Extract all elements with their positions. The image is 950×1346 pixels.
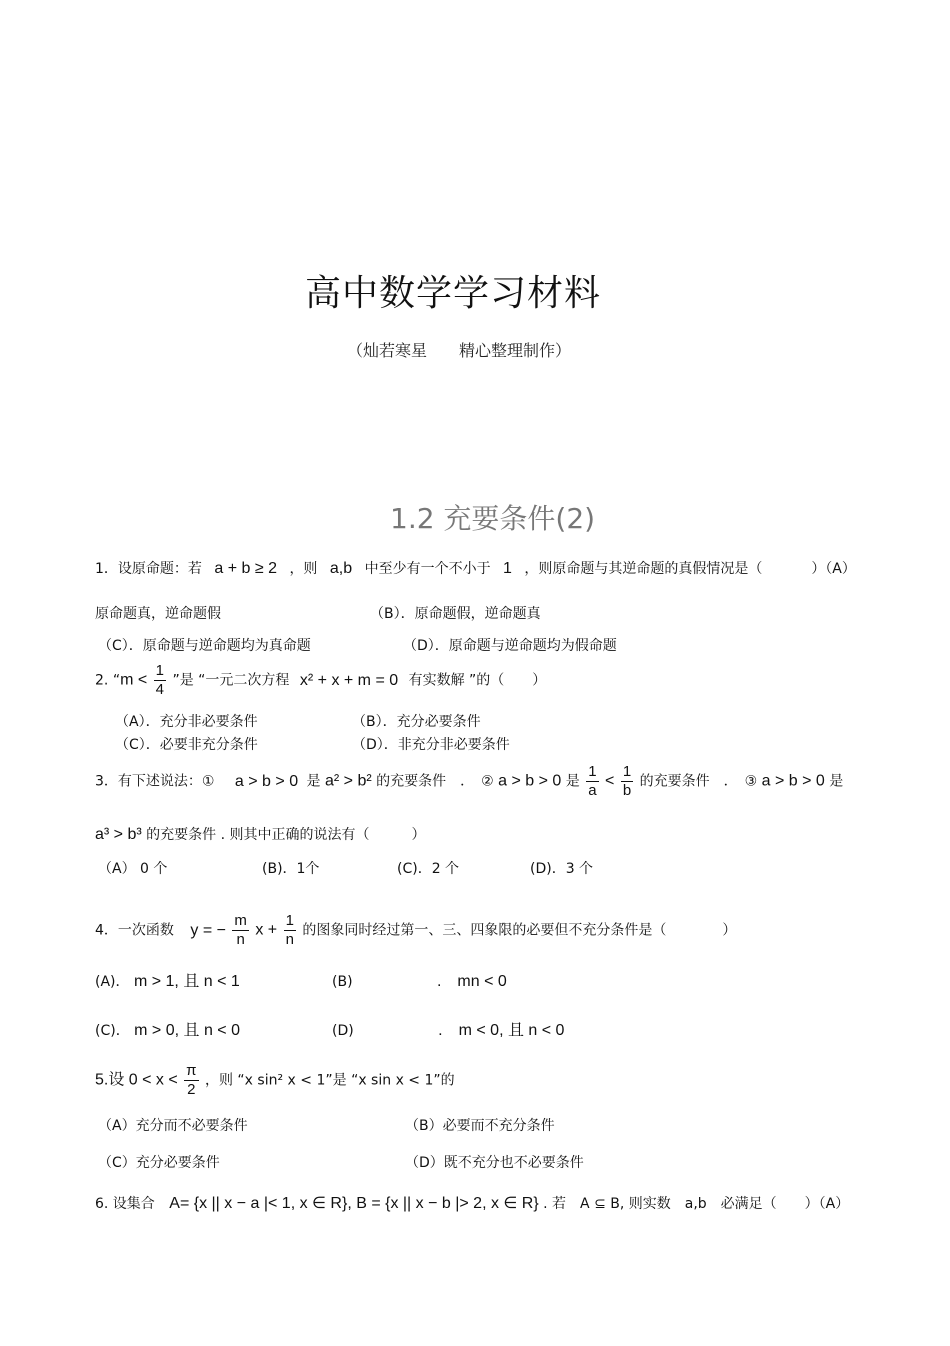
question-5 (95, 1062, 455, 1099)
question-2 (95, 662, 546, 699)
q4-text-head: 4．一次函数 (95, 922, 174, 939)
q3-text-is-3: 是 (829, 773, 844, 790)
q1-text-b: ，则 (289, 561, 318, 577)
q2-option-c: （C）．必要非充分条件 (115, 737, 258, 753)
q2-equation: x² + x + m = 0 (299, 671, 399, 689)
q5-text-head: 5.设 0 < x < (95, 1071, 178, 1089)
q1-option-c: （C）．原命题与逆命题均为真命题 (98, 638, 311, 654)
question-6 (95, 1195, 849, 1213)
q4-fraction-1 (232, 912, 249, 949)
q4-option-a-math: m > 1, 且 n < 1 (133, 973, 240, 990)
q5-option-c: （C）充分必要条件 (98, 1155, 220, 1171)
q2-text-mid: ”是 “一元二次方程 (172, 672, 290, 689)
q4-text-tail: 的图象同时经过第一、三、四象限的必要但不充分条件是（ ） (302, 922, 737, 939)
q1-text-c: 中至少有一个不小于 (364, 561, 491, 577)
q1-math-3: 1 (503, 560, 512, 577)
q4-option-d-label: (D) (332, 1023, 354, 1039)
q4-option-b (332, 973, 507, 991)
q6-text-head: 6. 设集合 (95, 1196, 155, 1212)
q6-set-definitions: A= {x || x − a |< 1, x ∈ R}, B = {x || x − b |> 2, x ∈ R} (169, 1195, 539, 1212)
question-3-line1 (95, 763, 843, 800)
q3-statement-3: a > b > 0 (761, 772, 825, 790)
q3-frac1-num: 1 (588, 763, 597, 780)
q4-option-c-math: m > 0, 且 n < 0 (134, 1022, 240, 1039)
q3-text-1: 的充要条件 ． ② (376, 773, 494, 790)
q3-math-squares: a² > b² (325, 772, 372, 790)
q4-option-b-math: . mn < 0 (436, 973, 507, 990)
question-1-line1 (95, 560, 856, 578)
q1-math-1: a + b ≥ 2 (214, 560, 277, 577)
q4-option-c (95, 1022, 240, 1040)
q5-fraction (184, 1062, 198, 1099)
q3-less-than: < (605, 772, 615, 790)
q5-option-d: （D）既不充分也不必要条件 (405, 1155, 584, 1171)
q4-option-d-math: . m < 0, 且 n < 0 (438, 1022, 565, 1039)
q5-option-a: （A）充分而不必要条件 (98, 1118, 248, 1134)
q3-text-is-2: 是 (565, 773, 580, 790)
q2-option-a: （A）．充分非必要条件 (115, 714, 258, 730)
q4-frac2-num: 1 (285, 912, 294, 929)
q3-fraction-1 (586, 763, 598, 800)
q1-text-a: 1．设原命题：若 (95, 561, 202, 577)
q5-option-b: （B）必要而不充分条件 (405, 1118, 555, 1134)
q3-text-head: 3．有下述说法：① (95, 773, 215, 790)
q4-option-d (332, 1022, 564, 1040)
q2-fraction (154, 662, 166, 699)
q4-fraction-2 (284, 912, 296, 949)
q3-text-is-1: 是 (306, 773, 321, 790)
q5-frac-num: π (186, 1062, 197, 1079)
q5-frac-den: 2 (187, 1081, 196, 1098)
section-title: 1.2 充要条件(2) (390, 502, 596, 535)
q6-text-tail: . 若 A ⊆ B, 则实数 a,b 必满足（ ）（A） (543, 1196, 850, 1212)
q1-option-b: （B）．原命题假，逆命题真 (370, 606, 541, 622)
q4-frac1-den: n (236, 931, 245, 948)
document-title: 高中数学学习材料 (305, 273, 602, 314)
q2-frac-den: 4 (155, 681, 164, 698)
q2-frac-num: 1 (155, 662, 164, 679)
q4-math-x: x + (255, 921, 278, 939)
q1-text-e: ）（A） (811, 561, 856, 577)
q3-frac1-den: a (588, 782, 597, 799)
q4-option-c-label: (C)． (95, 1023, 130, 1039)
q3-option-b: (B)．1个 (262, 861, 320, 877)
q2-number: 2. (95, 672, 109, 689)
q3-statement-2: a > b > 0 (498, 772, 562, 790)
q3-option-a: （A） 0 个 (98, 861, 168, 877)
q3-math-cubes: a³ > b³ (95, 826, 142, 843)
q1-option-d: （D）．原命题与逆命题均为假命题 (403, 638, 617, 654)
q2-text-tail: 有实数解 ”的（ ） (408, 672, 547, 689)
q2-option-d: （D）．非充分非必要条件 (352, 737, 510, 753)
q4-frac2-den: n (285, 931, 294, 948)
q2-math-m: m < (120, 671, 148, 689)
q2-quote-open: “ (112, 672, 121, 689)
q4-frac1-num: m (234, 912, 247, 929)
q3-statement-1: a > b > 0 (234, 772, 299, 790)
q4-option-b-label: (B) (332, 974, 353, 990)
document-subtitle: （灿若寒星 精心整理制作） (347, 341, 572, 360)
q1-text-d: ，则原命题与其逆命题的真假情况是（ (524, 561, 763, 577)
question-3-line2 (95, 826, 426, 844)
q4-option-a-label: (A)． (95, 974, 130, 990)
q3-frac2-num: 1 (622, 763, 632, 780)
question-4 (95, 912, 736, 949)
q3-option-c: (C)．2 个 (397, 861, 460, 877)
q3-text-2: 的充要条件 ． ③ (639, 773, 758, 790)
q5-text-mid: ，则 “x sin² x < 1”是 “x sin x < 1”的 (204, 1072, 455, 1089)
q4-option-a (95, 973, 240, 991)
q1-option-a: 原命题真，逆命题假 (95, 606, 221, 622)
q3-option-d: (D)．3 个 (530, 861, 594, 877)
q2-option-b: （B）．充分必要条件 (352, 714, 481, 730)
q3-frac2-den: b (622, 782, 632, 799)
q3-text-line2: 的充要条件 . 则其中正确的说法有（ ） (146, 827, 426, 843)
q1-math-2: a,b (329, 560, 353, 577)
q4-math-y: y = − (190, 921, 226, 939)
q3-fraction-2 (621, 763, 633, 800)
